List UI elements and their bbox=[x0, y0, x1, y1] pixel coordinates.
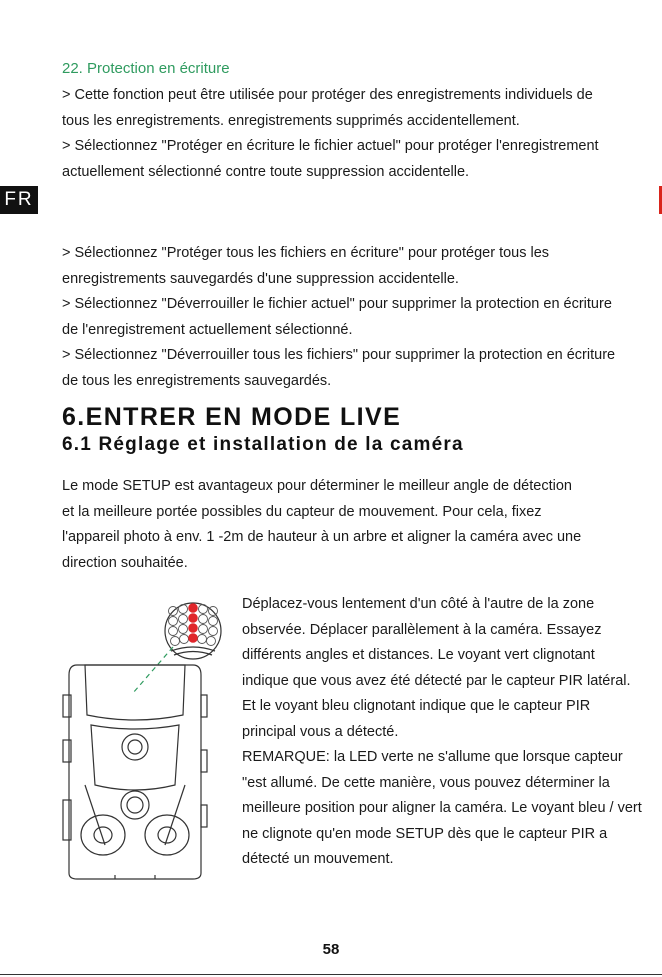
language-tab: FR bbox=[0, 186, 38, 214]
red-led-dots bbox=[189, 604, 197, 642]
paragraph: > Cette fonction peut être utilisée pour protéger des enregistrements individuels de tous les enregistrements. enregistrements supprimés accidentellement. bbox=[62, 87, 593, 129]
section-title: 22. Protection en écriture bbox=[62, 60, 230, 77]
paragraph: Le mode SETUP est avantageux pour déterminer le meilleur angle de détection et la meilleure portée possibles du capteur de mouvement. Pour cela, fixez l'appareil photo à env. 1 -2m de hauteur à un arbre et aligner la caméra avec une direction souhaitée. bbox=[62, 478, 582, 571]
paragraph: > Sélectionnez "Protéger en écriture le fichier actuel" pour protéger l'enregistrement actuellement sélectionné contre toute suppression accidentelle. bbox=[62, 138, 599, 180]
paragraph: Déplacez-vous lentement d'un côté à l'autre de la zone observée. Déplacer parallèlement à la caméra. Essayez différents angles et distances. Le voyant vert clignotant indique que vous avez été détecté par le capteur PIR latéral. Et le voyant bleu clignotant indique que le capteur PIR principal vous a détecté. bbox=[242, 596, 631, 740]
section-body-top bbox=[62, 83, 622, 185]
side-text bbox=[242, 592, 642, 873]
chapter-title: 6.ENTRER EN MODE LIVE bbox=[62, 403, 402, 431]
paragraph: > Sélectionnez "Déverrouiller le fichier actuel" pour supprimer la protection en écriture de l'enregistrement actuellement sélectionné. bbox=[62, 296, 612, 338]
camera-illustration bbox=[55, 595, 240, 880]
camera-body bbox=[69, 665, 201, 879]
page-number: 58 bbox=[322, 941, 340, 958]
chapter-subtitle: 6.1 Réglage et installation de la caméra bbox=[62, 434, 464, 455]
bottom-rule bbox=[0, 974, 662, 975]
chapter-intro bbox=[62, 474, 582, 576]
paragraph: > Sélectionnez "Protéger tous les fichiers en écriture" pour protéger tous les enregistrements sauvegardés d'une suppression accidentelle. bbox=[62, 245, 550, 287]
paragraph: > Sélectionnez "Déverrouiller tous les fichiers" pour supprimer la protection en écriture de tous les enregistrements sauvegardés. bbox=[62, 347, 616, 389]
note-paragraph: REMARQUE: la LED verte ne s'allume que lorsque capteur "est allumé. De cette manière, vous pouvez déterminer la meilleure position pour aligner la caméra. Le voyant bleu / vert ne clignote qu'en mode SETUP dès que le capteur PIR a détecté un mouvement. bbox=[242, 749, 642, 867]
section-body-bottom bbox=[62, 241, 622, 394]
